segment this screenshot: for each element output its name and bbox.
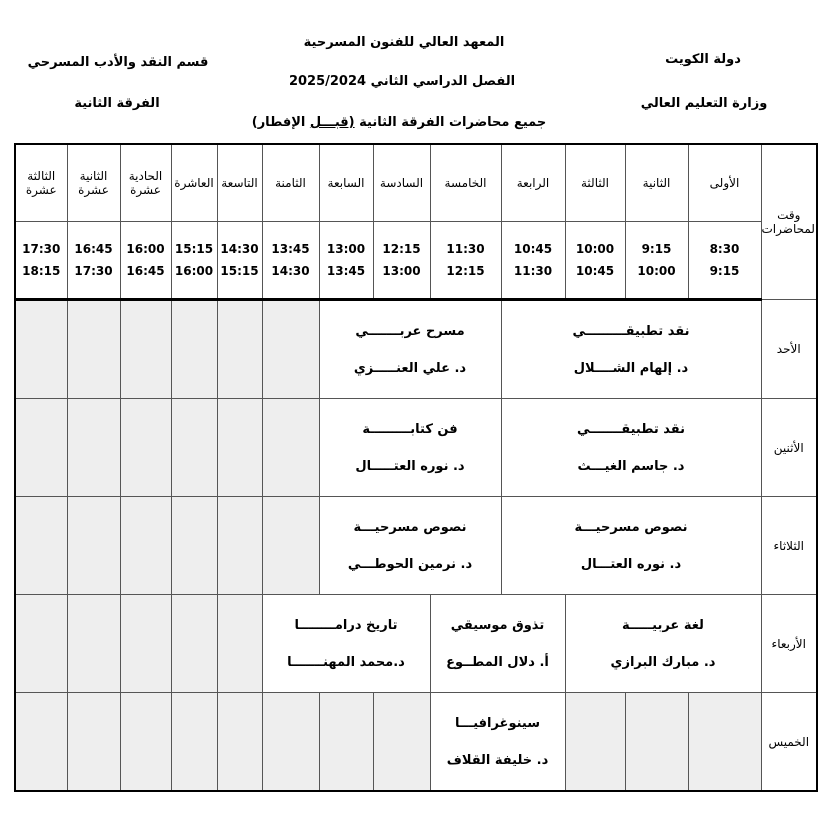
header-center-line3 bbox=[252, 115, 546, 130]
header-right-line1: دولة الكويت bbox=[665, 52, 741, 67]
empty-slot bbox=[217, 300, 262, 399]
course-title: نقد تطبيقـــــــي bbox=[576, 421, 686, 437]
header-center-line2: الفصل الدراسي الثاني 2025/2024 bbox=[288, 74, 516, 89]
empty-slot bbox=[67, 595, 120, 693]
corner-label: وقت المحاضرات bbox=[761, 144, 817, 300]
empty-slot bbox=[262, 399, 319, 497]
course-instructor: د. خليفة القلاف bbox=[446, 752, 549, 768]
empty-slot bbox=[67, 399, 120, 497]
header-center-line3-underlined: (قبـــل bbox=[309, 115, 355, 130]
empty-slot bbox=[171, 399, 217, 497]
period-10-time: 15:15 16:00 bbox=[171, 222, 217, 300]
empty-slot bbox=[171, 595, 217, 693]
period-3-time: 10:00 10:45 bbox=[565, 222, 625, 300]
period-9-name: التاسعة bbox=[217, 144, 262, 222]
header-center-line3-suffix: الإفطار) bbox=[251, 115, 306, 130]
empty-slot bbox=[15, 693, 67, 792]
period-11-time: 16:00 16:45 bbox=[120, 222, 171, 300]
course-instructor: د.محمد المهنـــــــا bbox=[287, 654, 405, 670]
day-row-thursday bbox=[15, 693, 817, 792]
empty-slot bbox=[120, 693, 171, 792]
period-3-name: الثالثة bbox=[565, 144, 625, 222]
period-8-time: 13:45 14:30 bbox=[262, 222, 319, 300]
period-6-name: السادسة bbox=[373, 144, 430, 222]
day-name: الأحد bbox=[761, 300, 817, 399]
empty-slot bbox=[171, 300, 217, 399]
course-title: تذوق موسيقي bbox=[450, 617, 545, 633]
day-row-monday bbox=[15, 399, 817, 497]
day-name: الأربعاء bbox=[761, 595, 817, 693]
empty-slot bbox=[171, 693, 217, 792]
course-cell bbox=[430, 595, 565, 693]
period-8-name: الثامنة bbox=[262, 144, 319, 222]
empty-slot bbox=[171, 497, 217, 595]
course-title: سينوغرافيـــا bbox=[454, 715, 540, 731]
course-cell bbox=[262, 595, 430, 693]
period-times-row bbox=[15, 222, 817, 300]
empty-slot bbox=[262, 300, 319, 399]
course-title: مسرح عربـــــــي bbox=[355, 323, 465, 339]
period-2-time: 9:15 10:00 bbox=[625, 222, 688, 300]
period-7-time: 13:00 13:45 bbox=[319, 222, 373, 300]
course-cell bbox=[430, 693, 565, 792]
course-cell bbox=[565, 595, 761, 693]
period-10-name: العاشرة bbox=[171, 144, 217, 222]
course-cell bbox=[501, 399, 761, 497]
course-cell bbox=[501, 300, 761, 399]
period-5-name: الخامسة bbox=[430, 144, 501, 222]
period-4-time: 10:45 11:30 bbox=[501, 222, 565, 300]
schedule-table bbox=[14, 143, 818, 792]
period-11-name: الحادية عشرة bbox=[120, 144, 171, 222]
day-name: الثلاثاء bbox=[761, 497, 817, 595]
period-names-row bbox=[15, 144, 817, 222]
empty-slot bbox=[565, 693, 625, 792]
course-title: لغة عربيـــــة bbox=[622, 617, 704, 633]
period-13-time: 17:30 18:15 bbox=[15, 222, 67, 300]
empty-slot bbox=[217, 399, 262, 497]
period-7-name: السابعة bbox=[319, 144, 373, 222]
empty-slot bbox=[625, 693, 688, 792]
header-left-line2: الفرقة الثانية bbox=[74, 96, 160, 111]
course-instructor: د. مبارك البرازي bbox=[610, 654, 716, 670]
empty-slot bbox=[262, 497, 319, 595]
empty-slot bbox=[67, 300, 120, 399]
period-13-name: الثالثة عشرة bbox=[15, 144, 67, 222]
header-center-line1: المعهد العالي للفنون المسرحية bbox=[303, 35, 505, 50]
course-instructor: د. جاسم الغيـــث bbox=[577, 458, 685, 474]
period-4-name: الرابعة bbox=[501, 144, 565, 222]
header-right-line2: وزارة التعليم العالي bbox=[640, 96, 768, 111]
empty-slot bbox=[15, 399, 67, 497]
course-cell bbox=[319, 300, 501, 399]
empty-slot bbox=[120, 300, 171, 399]
empty-slot bbox=[217, 693, 262, 792]
period-5-time: 11:30 12:15 bbox=[430, 222, 501, 300]
empty-slot bbox=[373, 693, 430, 792]
course-title: نقد تطبيقـــــــــي bbox=[572, 323, 690, 339]
empty-slot bbox=[15, 595, 67, 693]
course-title: تاريخ درامــــــــا bbox=[294, 617, 398, 633]
course-instructor: أ. دلال المطــوع bbox=[446, 654, 549, 670]
course-cell bbox=[319, 497, 501, 595]
header-center-line3-prefix: جميع محاضرات الفرقة الثانية bbox=[359, 115, 547, 130]
period-1-name: الأولى bbox=[688, 144, 761, 222]
day-row-tuesday bbox=[15, 497, 817, 595]
empty-slot bbox=[120, 497, 171, 595]
empty-slot bbox=[15, 300, 67, 399]
header-left-line1: قسم النقد والأدب المسرحي bbox=[27, 55, 209, 70]
empty-slot bbox=[120, 399, 171, 497]
course-instructor: د. نوره العتـــــال bbox=[355, 458, 465, 474]
day-name: الخميس bbox=[761, 693, 817, 792]
course-instructor: د. إلهام الشــــلال bbox=[573, 360, 689, 376]
course-title: نصوص مسرحيـــة bbox=[353, 519, 467, 535]
empty-slot bbox=[688, 693, 761, 792]
empty-slot bbox=[120, 595, 171, 693]
course-cell bbox=[319, 399, 501, 497]
empty-slot bbox=[67, 497, 120, 595]
course-cell bbox=[501, 497, 761, 595]
course-instructor: د. علي العنـــــزي bbox=[353, 360, 467, 376]
period-1-time: 8:30 9:15 bbox=[688, 222, 761, 300]
empty-slot bbox=[15, 497, 67, 595]
period-12-time: 16:45 17:30 bbox=[67, 222, 120, 300]
course-title: فن كتابـــــــــة bbox=[362, 421, 458, 437]
empty-slot bbox=[217, 595, 262, 693]
day-name: الأثنين bbox=[761, 399, 817, 497]
period-6-time: 12:15 13:00 bbox=[373, 222, 430, 300]
day-row-wednesday bbox=[15, 595, 817, 693]
empty-slot bbox=[67, 693, 120, 792]
course-title: نصوص مسرحيـــة bbox=[574, 519, 688, 535]
period-9-time: 14:30 15:15 bbox=[217, 222, 262, 300]
course-instructor: د. نرمين الحوطـــي bbox=[347, 556, 473, 572]
day-row-sunday bbox=[15, 300, 817, 399]
empty-slot bbox=[319, 693, 373, 792]
empty-slot bbox=[262, 693, 319, 792]
period-12-name: الثانية عشرة bbox=[67, 144, 120, 222]
course-instructor: د. نوره العتـــال bbox=[580, 556, 682, 572]
empty-slot bbox=[217, 497, 262, 595]
period-2-name: الثانية bbox=[625, 144, 688, 222]
